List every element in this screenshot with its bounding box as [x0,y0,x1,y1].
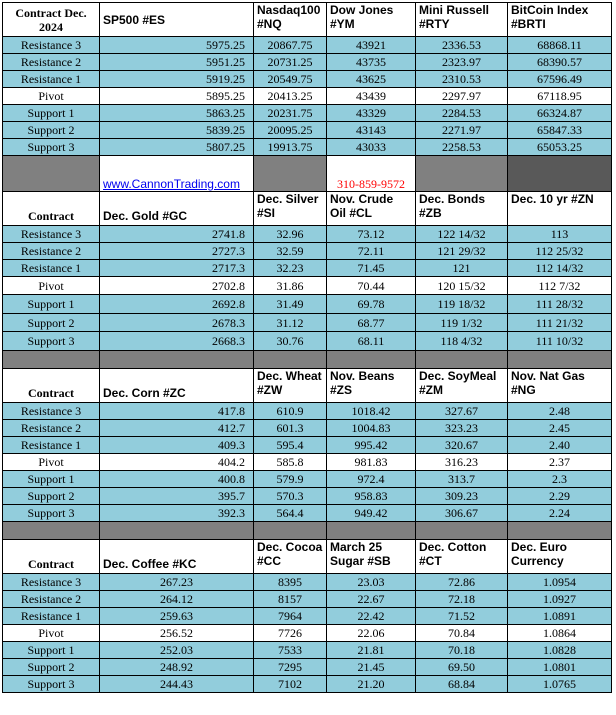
table-row [3,625,612,642]
level-value: 579.9 [254,471,327,488]
level-value: 2.40 [508,437,612,454]
separator-cell [254,156,327,192]
level-value: 68.84 [416,676,508,693]
table-row [3,437,612,454]
level-value: 316.23 [416,454,508,471]
level-value: 72.18 [416,591,508,608]
level-value: 601.3 [254,420,327,437]
level-value: 2717.3 [100,260,254,277]
level-value: 306.67 [416,505,508,522]
level-value: 69.78 [327,295,416,314]
table-row [3,37,612,54]
level-value: 404.2 [100,454,254,471]
level-value: 19913.75 [254,139,327,156]
level-value: 21.45 [327,659,416,676]
level-value: 22.67 [327,591,416,608]
level-value: 2702.8 [100,277,254,295]
level-value: 43439 [327,88,416,105]
level-value: 8157 [254,591,327,608]
level-value: 2310.53 [416,71,508,88]
level-label: Support 1 [3,471,100,488]
level-value: 267.23 [100,574,254,591]
level-value: 2271.97 [416,122,508,139]
table-row [3,642,612,659]
level-value: 31.86 [254,277,327,295]
instrument-header: BitCoin Index #BRTI [508,3,612,37]
level-value: 72.11 [327,243,416,260]
level-value: 949.42 [327,505,416,522]
level-value: 21.20 [327,676,416,693]
table-row [3,314,612,332]
level-label: Resistance 1 [3,608,100,625]
level-value: 7102 [254,676,327,693]
level-value: 5807.25 [100,139,254,156]
separator-cell [508,351,612,369]
level-value: 252.03 [100,642,254,659]
instrument-header: Dec. SoyMeal #ZM [416,369,508,403]
table-row [3,608,612,625]
level-value: 69.50 [416,659,508,676]
instrument-header: Dec. Cotton #CT [416,540,508,574]
table-row [3,505,612,522]
separator-cell [3,156,100,192]
level-label: Resistance 3 [3,574,100,591]
level-label: Support 1 [3,105,100,122]
instrument-header: Dec. Cocoa #CC [254,540,327,574]
level-value: 585.8 [254,454,327,471]
instrument-header: Mini Russell #RTY [416,3,508,37]
level-value: 264.12 [100,591,254,608]
section-separator [3,156,612,192]
level-value: 43329 [327,105,416,122]
level-value: 2323.97 [416,54,508,71]
level-value: 112 7/32 [508,277,612,295]
table-row [3,105,612,122]
table-row [3,260,612,277]
level-value: 68868.11 [508,37,612,54]
level-value: 2.48 [508,403,612,420]
level-value: 67118.95 [508,88,612,105]
level-value: 43735 [327,54,416,71]
table-row [3,471,612,488]
level-value: 412.7 [100,420,254,437]
contract-header: Contract [3,369,100,403]
level-value: 5951.25 [100,54,254,71]
level-value: 111 28/32 [508,295,612,314]
section-separator [3,351,612,369]
instrument-header: Dec. Euro Currency [508,540,612,574]
table-row [3,420,612,437]
level-value: 65053.25 [508,139,612,156]
level-value: 2336.53 [416,37,508,54]
level-value: 595.4 [254,437,327,454]
level-value: 2741.8 [100,226,254,243]
separator-cell [254,522,327,540]
separator-cell [508,522,612,540]
level-label: Resistance 2 [3,243,100,260]
level-value: 1.0864 [508,625,612,642]
level-value: 417.8 [100,403,254,420]
section-separator [3,522,612,540]
level-label: Resistance 2 [3,420,100,437]
table-row [3,332,612,351]
level-value: 119 1/32 [416,314,508,332]
level-value: 22.42 [327,608,416,625]
level-label: Pivot [3,88,100,105]
level-label: Support 3 [3,505,100,522]
instrument-header: Dec. Silver #SI [254,192,327,226]
level-value: 323.23 [416,420,508,437]
level-label: Pivot [3,277,100,295]
level-value: 113 [508,226,612,243]
level-value: 2284.53 [416,105,508,122]
instrument-header: Dow Jones #YM [327,3,416,37]
level-value: 119 18/32 [416,295,508,314]
level-value: 68390.57 [508,54,612,71]
separator-cell [508,156,612,192]
level-value: 43143 [327,122,416,139]
separator-cell [254,351,327,369]
level-value: 73.12 [327,226,416,243]
level-value: 112 25/32 [508,243,612,260]
level-label: Pivot [3,625,100,642]
table-row [3,139,612,156]
level-value: 20095.25 [254,122,327,139]
separator-cell [100,351,254,369]
level-value: 2.45 [508,420,612,437]
level-value: 2.37 [508,454,612,471]
level-value: 2258.53 [416,139,508,156]
level-value: 248.92 [100,659,254,676]
level-value: 68.77 [327,314,416,332]
table-row [3,659,612,676]
level-value: 43921 [327,37,416,54]
level-label: Support 2 [3,314,100,332]
instrument-header: Dec. Gold #GC [100,192,254,226]
level-value: 112 14/32 [508,260,612,277]
instrument-header: Dec. Wheat #ZW [254,369,327,403]
instrument-header: SP500 #ES [100,3,254,37]
level-value: 8395 [254,574,327,591]
level-label: Resistance 1 [3,437,100,454]
level-value: 71.52 [416,608,508,625]
level-value: 2.29 [508,488,612,505]
table-row [3,122,612,139]
level-label: Resistance 3 [3,37,100,54]
level-value: 7964 [254,608,327,625]
pivot-levels-table [2,2,612,693]
level-value: 31.49 [254,295,327,314]
website-link[interactable]: www.CannonTrading.com [103,177,240,191]
level-value: 31.12 [254,314,327,332]
instrument-header: Nov. Beans #ZS [327,369,416,403]
level-value: 7295 [254,659,327,676]
contract-header: Contract [3,192,100,226]
level-value: 958.83 [327,488,416,505]
instrument-header: Nasdaq100 #NQ [254,3,327,37]
level-value: 30.76 [254,332,327,351]
table-row [3,71,612,88]
level-value: 259.63 [100,608,254,625]
level-value: 309.23 [416,488,508,505]
level-label: Support 1 [3,642,100,659]
level-value: 122 14/32 [416,226,508,243]
separator-cell [327,522,416,540]
level-value: 22.06 [327,625,416,642]
level-value: 1004.83 [327,420,416,437]
separator-cell [3,351,100,369]
level-value: 5863.25 [100,105,254,122]
separator-cell [416,156,508,192]
level-value: 32.96 [254,226,327,243]
level-value: 409.3 [100,437,254,454]
separator-cell [100,156,254,192]
level-value: 67596.49 [508,71,612,88]
level-value: 20549.75 [254,71,327,88]
table-row [3,403,612,420]
instrument-header: Nov. Nat Gas #NG [508,369,612,403]
level-label: Support 3 [3,332,100,351]
level-value: 327.67 [416,403,508,420]
level-value: 65847.33 [508,122,612,139]
separator-cell [327,156,416,192]
level-value: 68.11 [327,332,416,351]
contract-header: Contract [3,540,100,574]
table-row [3,226,612,243]
instrument-header: Dec. Bonds #ZB [416,192,508,226]
instrument-header: Nov. Crude Oil #CL [327,192,416,226]
level-value: 32.23 [254,260,327,277]
level-value: 1018.42 [327,403,416,420]
level-value: 1.0927 [508,591,612,608]
table-row [3,277,612,295]
level-value: 2678.3 [100,314,254,332]
level-value: 995.42 [327,437,416,454]
level-value: 20231.75 [254,105,327,122]
level-value: 5919.25 [100,71,254,88]
level-label: Pivot [3,454,100,471]
level-label: Support 3 [3,139,100,156]
level-label: Resistance 2 [3,591,100,608]
section-header-row [3,369,612,403]
level-value: 320.67 [416,437,508,454]
level-value: 1.0828 [508,642,612,659]
level-value: 392.3 [100,505,254,522]
level-value: 244.43 [100,676,254,693]
level-label: Resistance 1 [3,71,100,88]
level-label: Support 3 [3,676,100,693]
level-label: Resistance 2 [3,54,100,71]
phone-number: 310-859-9572 [337,177,405,191]
level-value: 70.44 [327,277,416,295]
table-row [3,676,612,693]
table-row [3,243,612,260]
level-value: 121 29/32 [416,243,508,260]
level-value: 2.3 [508,471,612,488]
level-value: 313.7 [416,471,508,488]
level-value: 2692.8 [100,295,254,314]
level-label: Resistance 3 [3,403,100,420]
level-value: 1.0765 [508,676,612,693]
level-value: 5839.25 [100,122,254,139]
level-value: 5975.25 [100,37,254,54]
instrument-header: Dec. Corn #ZC [100,369,254,403]
table-row [3,574,612,591]
section-header-row [3,192,612,226]
level-value: 981.83 [327,454,416,471]
level-value: 118 4/32 [416,332,508,351]
level-value: 5895.25 [100,88,254,105]
table-row [3,54,612,71]
instrument-header: March 25 Sugar #SB [327,540,416,574]
level-value: 1.0801 [508,659,612,676]
level-label: Support 2 [3,659,100,676]
section-header-row [3,540,612,574]
level-value: 66324.87 [508,105,612,122]
level-value: 43033 [327,139,416,156]
table-row [3,454,612,471]
level-value: 121 [416,260,508,277]
level-value: 972.4 [327,471,416,488]
level-value: 570.3 [254,488,327,505]
level-value: 23.03 [327,574,416,591]
table-row [3,88,612,105]
table-row [3,591,612,608]
instrument-header: Dec. Coffee #KC [100,540,254,574]
level-value: 20413.25 [254,88,327,105]
level-value: 1.0954 [508,574,612,591]
level-label: Support 2 [3,122,100,139]
level-value: 32.59 [254,243,327,260]
level-value: 21.81 [327,642,416,659]
separator-cell [327,351,416,369]
separator-cell [416,351,508,369]
level-label: Support 1 [3,295,100,314]
level-value: 400.8 [100,471,254,488]
level-value: 120 15/32 [416,277,508,295]
section-header-row [3,3,612,37]
level-value: 2668.3 [100,332,254,351]
level-value: 20731.25 [254,54,327,71]
level-label: Resistance 3 [3,226,100,243]
contract-header: Contract Dec. 2024 [3,3,100,37]
level-value: 2.24 [508,505,612,522]
level-value: 395.7 [100,488,254,505]
level-value: 20867.75 [254,37,327,54]
level-value: 70.18 [416,642,508,659]
level-value: 564.4 [254,505,327,522]
separator-cell [100,522,254,540]
separator-cell [3,522,100,540]
level-value: 2297.97 [416,88,508,105]
level-label: Resistance 1 [3,260,100,277]
level-value: 43625 [327,71,416,88]
level-value: 2727.3 [100,243,254,260]
level-value: 70.84 [416,625,508,642]
separator-cell [416,522,508,540]
level-value: 111 10/32 [508,332,612,351]
level-value: 610.9 [254,403,327,420]
table-row [3,295,612,314]
instrument-header: Dec. 10 yr #ZN [508,192,612,226]
level-value: 111 21/32 [508,314,612,332]
level-value: 72.86 [416,574,508,591]
level-value: 7726 [254,625,327,642]
level-value: 256.52 [100,625,254,642]
level-value: 1.0891 [508,608,612,625]
table-row [3,488,612,505]
level-value: 71.45 [327,260,416,277]
level-label: Support 2 [3,488,100,505]
level-value: 7533 [254,642,327,659]
